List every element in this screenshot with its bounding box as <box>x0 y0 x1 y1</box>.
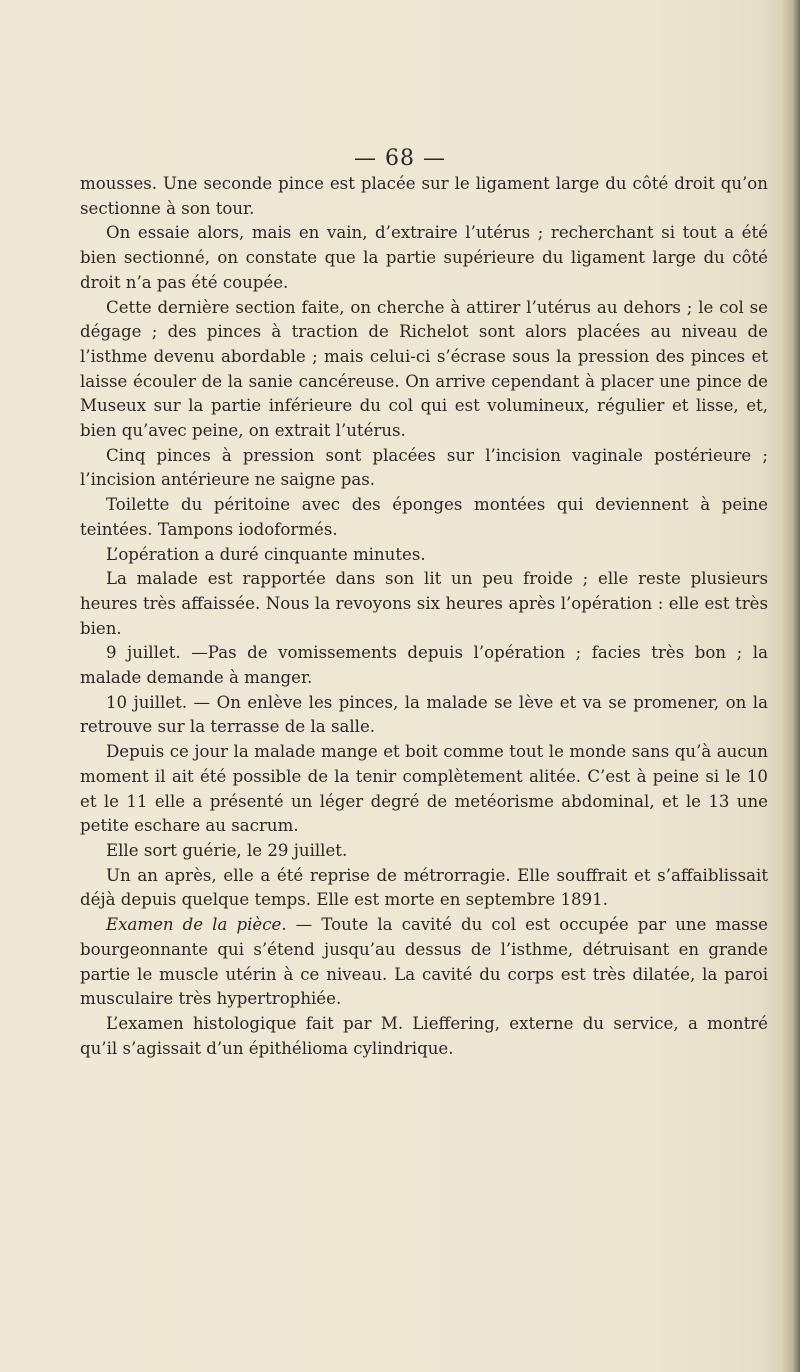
paragraph-12: Un an après, elle a été reprise de métrorragie. Elle souffrait et s’affaiblissait déjà depuis quelque temps. Elle est morte en septembre 1891. <box>80 865 768 910</box>
paragraph-11: Elle sort guérie, le 29 juillet. <box>106 840 348 860</box>
paragraph-6: L’opération a duré cinquante minutes. <box>106 544 426 564</box>
body-text <box>80 172 768 1061</box>
paragraph-9: 10 juillet. — On enlève les pinces, la malade se lève et va se promener, on la retrouve sur la terrasse de la salle. <box>80 692 768 737</box>
paragraph-1: mousses. Une seconde pince est placée sur le ligament large du côté droit qu’on sectionne à son tour. <box>80 174 768 218</box>
exam-text: — Toute la cavité du col est occupée par une masse bourgeonnante qui s’étend jusqu’au dessus de l’isthme, détruisant en grande partie le muscle utérin à ce niveau. La cavité du corps est très dilatée, la paroi musculaire très hypertrophiée. <box>80 915 768 1009</box>
paragraph-5: Toilette du péritoine avec des éponges montées qui deviennent à peine teintées. Tampons iodoformés. <box>80 495 768 539</box>
paragraph-8: 9 juillet. —Pas de vomissements depuis l’opération ; facies très bon ; la malade demande à manger. <box>80 643 768 688</box>
paragraph-4: Cinq pinces à pression sont placées sur l’incision vaginale postérieure ; l’incision antérieure ne saigne pas. <box>80 445 768 490</box>
page-edge-shadow <box>782 0 800 1372</box>
closing-paragraph: L’examen histologique fait par M. Lieffering, externe du service, a montré qu’il s’agissait d’un épithélioma cylindrique. <box>80 1013 768 1058</box>
paragraph-3: Cette dernière section faite, on cherche à attirer l’utérus au dehors ; le col se dégage ; des pinces à traction de Richelot sont alors placées au niveau de l’isthme devenu abordable ; mais celui-ci s’écrase sous la pression des pinces et laisse écouler de la sanie cancéreuse. On arrive cependant à placer une pince de Museux sur la partie inférieure du col qui est volumineux, régulier et lisse, et, bien qu’avec peine, on extrait l’utérus. <box>80 297 768 441</box>
paragraph-7: La malade est rapportée dans son lit un peu froide ; elle reste plusieurs heures très affaissée. Nous la revoyons six heures après l’opération : elle est très bien. <box>80 569 768 638</box>
page-number: — 68 — <box>354 146 446 171</box>
paragraph-2: On essaie alors, mais en vain, d’extraire l’utérus ; recherchant si tout a été bien sectionné, on constate que la partie supérieure du ligament large du côté droit n’a pas été coupée. <box>80 223 768 292</box>
exam-paragraph <box>80 913 768 1012</box>
paragraph-10: Depuis ce jour la malade mange et boit comme tout le monde sans qu’à aucun moment il ait été possible de la tenir complètement alitée. C’est à peine si le 10 et le 11 elle a présenté un léger degré de metéorisme abdominal, et le 13 une petite eschare au sacrum. <box>80 742 768 836</box>
exam-heading: Examen de la pièce. <box>106 915 287 935</box>
